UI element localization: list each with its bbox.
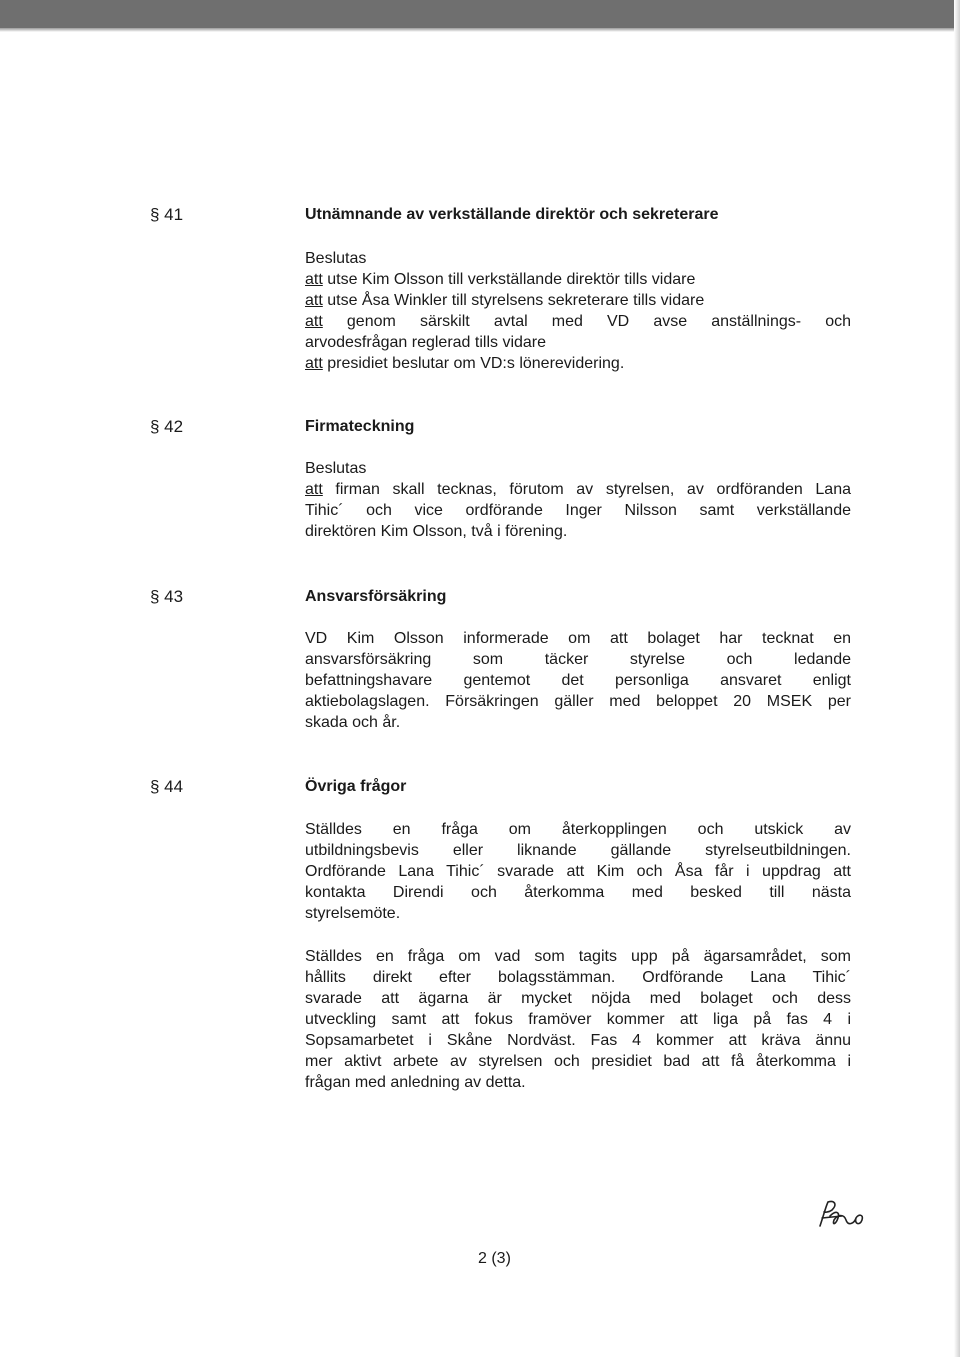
- decision-item: [305, 290, 851, 311]
- section-body: [305, 248, 851, 374]
- body-line: Tihic´ och vice ordförande Inger Nilsson samt verkställande: [305, 502, 851, 519]
- item-text: genom särskilt avtal med VD avse anställnings- och: [322, 313, 851, 330]
- page-number: 2 (3): [478, 1250, 511, 1267]
- section-number: § 44: [150, 777, 184, 796]
- att-word: att: [305, 292, 323, 309]
- decision-item: [305, 269, 851, 290]
- body-line: skada och år.: [305, 714, 401, 731]
- att-word: att: [305, 313, 323, 330]
- att-word: att: [305, 355, 323, 372]
- decision-lead: Beslutas: [305, 250, 367, 267]
- att-word: att: [305, 271, 323, 288]
- body-line: kontakta Direndi och återkomma med besked till nästa: [305, 884, 851, 901]
- section-body: [305, 458, 851, 542]
- paragraph-1: [305, 819, 851, 924]
- item-text: utse Åsa Winkler till styrelsens sekreterare tills vidare: [322, 292, 705, 309]
- att-word: att: [305, 481, 323, 498]
- section-title: Ansvarsförsäkring: [305, 588, 447, 605]
- scan-right-shadow: [954, 0, 960, 1357]
- signature-initials: [812, 1196, 872, 1236]
- section-title: Firmateckning: [305, 418, 415, 435]
- body-line: Ordförande Lana Tihic´ svarade att Kim och Åsa får i uppdrag att: [305, 863, 851, 880]
- decision-item: [305, 353, 851, 374]
- body-line: utbildningsbevis eller liknande gällande styrelseutbildningen.: [305, 842, 851, 859]
- decision-item-continuation: arvodesfrågan reglerad tills vidare: [305, 334, 547, 351]
- scan-top-shadow: [0, 28, 960, 32]
- body-line: VD Kim Olsson informerade om att bolaget har tecknat en: [305, 630, 851, 647]
- section-body: [305, 628, 851, 733]
- body-line: frågan med anledning av detta.: [305, 1074, 526, 1091]
- decision-lead: Beslutas: [305, 460, 367, 477]
- body-line: Sopsamarbetet i Skåne Nordväst. Fas 4 kommer att kräva ännu: [305, 1032, 851, 1049]
- paragraph-2: [305, 946, 851, 1093]
- body-line: svarade att ägarna är mycket nöjda med bolaget och dess: [305, 990, 851, 1007]
- item-text: utse Kim Olsson till verkställande direktör tills vidare: [322, 271, 696, 288]
- section-number: § 42: [150, 417, 184, 436]
- body-line: hållits direkt efter bolagsstämman. Ordförande Lana Tihic´: [305, 969, 851, 986]
- body-line: att firman skall tecknas, förutom av styrelsen, av ordföranden Lana: [305, 481, 851, 498]
- body-line: ansvarsförsäkring som täcker styrelse och ledande: [305, 651, 851, 668]
- section-number: § 43: [150, 587, 184, 606]
- body-line: befattningshavare gentemot det personliga ansvaret enligt: [305, 672, 851, 689]
- body-line: styrelsemöte.: [305, 905, 401, 922]
- body-line: mer aktivt arbete av styrelsen och presidiet bad att få återkomma i: [305, 1053, 851, 1070]
- section-title: Övriga frågor: [305, 778, 407, 795]
- scan-top-border: [0, 0, 960, 28]
- item-text: presidiet beslutar om VD:s lönerevidering.: [322, 355, 625, 372]
- body-line: Ställdes en fråga om vad som tagits upp på ägarsamrådet, som: [305, 948, 851, 965]
- body-line: aktiebolagslagen. Försäkringen gäller med beloppet 20 MSEK per: [305, 693, 851, 710]
- section-title: Utnämnande av verkställande direktör och sekreterare: [305, 206, 719, 223]
- body-line: direktören Kim Olsson, två i förening.: [305, 523, 568, 540]
- body-line: utveckling samt att fokus framöver kommer att liga på fas 4 i: [305, 1011, 851, 1028]
- section-number: § 41: [150, 205, 184, 224]
- body-line: Ställdes en fråga om återkopplingen och utskick av: [305, 821, 851, 838]
- decision-item: [305, 311, 851, 332]
